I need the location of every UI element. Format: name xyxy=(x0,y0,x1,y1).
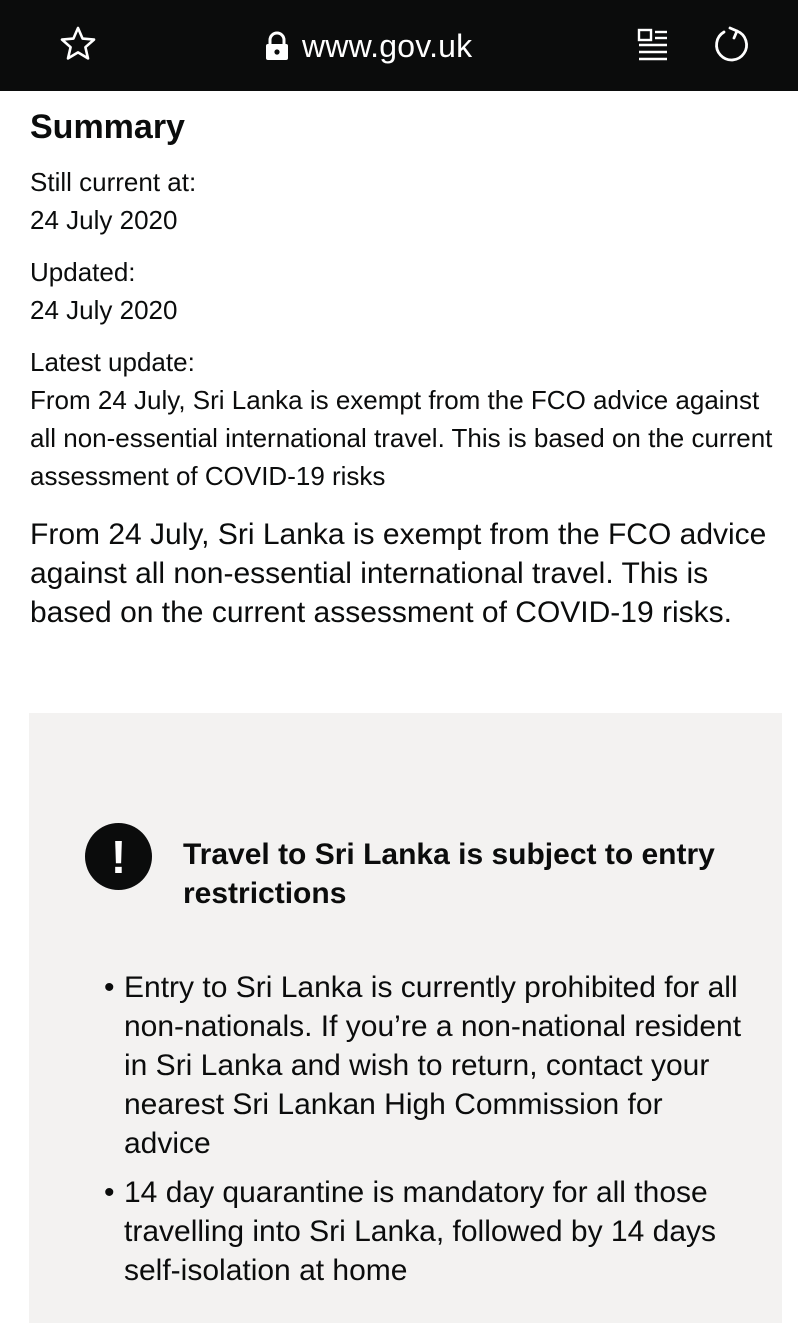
star-icon[interactable] xyxy=(58,24,98,64)
updated-value: 24 July 2020 xyxy=(30,295,178,325)
latest-update-item xyxy=(30,343,782,495)
updated-label: Updated: xyxy=(30,257,136,287)
list-item-text: Entry to Sri Lanka is currently prohibited for all non-nationals. If you’re a non-national resident in Sri Lanka and wish to return, contact your nearest Sri Lankan High Commission for advice xyxy=(124,971,742,1160)
reload-icon[interactable] xyxy=(710,24,752,66)
list-item-text: 14 day quarantine is mandatory for all those travelling into Sri Lanka, followed by 14 days self-isolation at home xyxy=(124,1176,717,1287)
still-current-value: 24 July 2020 xyxy=(30,205,178,235)
reader-mode-icon[interactable] xyxy=(634,26,672,64)
still-current-label: Still current at: xyxy=(30,167,197,197)
callout-title: Travel to Sri Lanka is subject to entry restrictions xyxy=(183,838,715,910)
list-item xyxy=(104,968,744,1163)
warning-callout xyxy=(29,713,782,1323)
warning-icon: ! xyxy=(85,823,152,890)
address-bar[interactable] xyxy=(264,26,472,66)
list-item xyxy=(104,1173,744,1290)
updated-item xyxy=(30,253,782,329)
main-content xyxy=(30,91,782,632)
summary-heading: Summary xyxy=(30,108,185,146)
lock-icon xyxy=(264,31,290,61)
restrictions-list xyxy=(104,968,744,1300)
url-text: www.gov.uk xyxy=(302,27,473,64)
lead-paragraph: From 24 July, Sri Lanka is exempt from the FCO advice against all non-essential international travel. This is based on the current assessment of COVID-19 risks. xyxy=(30,518,767,629)
browser-toolbar xyxy=(0,0,798,91)
latest-update-value: From 24 July, Sri Lanka is exempt from the FCO advice against all non-essential international travel. This is based on the current assessment of COVID-19 risks xyxy=(30,385,773,491)
summary-meta xyxy=(30,163,782,495)
bullet-icon: • xyxy=(104,971,115,1004)
bullet-icon: • xyxy=(104,1176,115,1209)
latest-update-label: Latest update: xyxy=(30,347,195,377)
still-current-item xyxy=(30,163,782,239)
